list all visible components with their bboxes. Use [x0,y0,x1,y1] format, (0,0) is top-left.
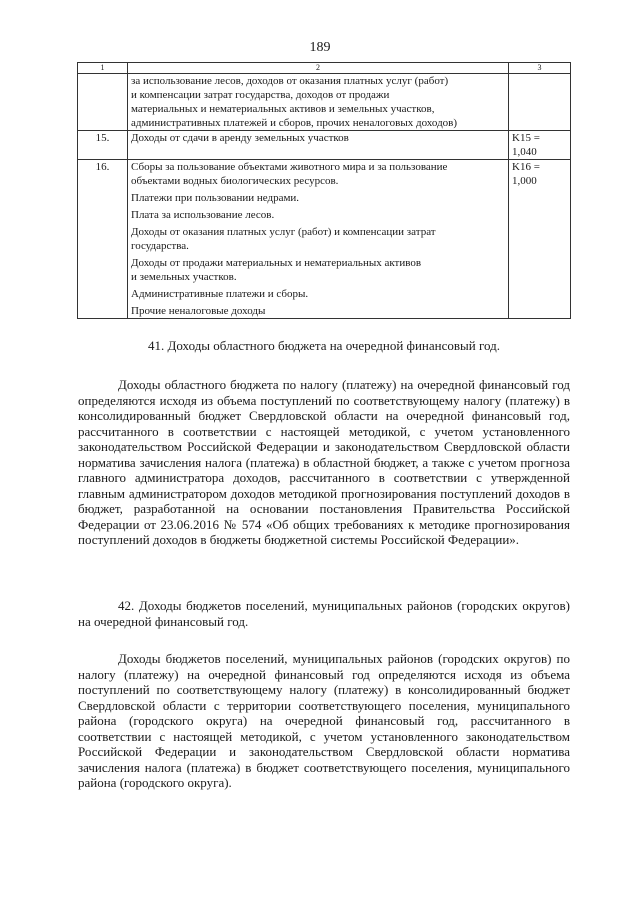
description-line: объектами водных биологических ресурсов. [131,175,339,187]
row-description [128,74,509,131]
description-paragraph [131,287,505,301]
section-42 [78,598,570,629]
section-41-body [78,377,570,548]
table-row [78,131,571,160]
description-line: Доходы от продажи материальных и нематериальных активов [131,257,422,269]
description-paragraph [131,225,505,253]
description-line: и компенсации затрат государства, доходов от продажи [131,89,390,101]
description-line: материальных и нематериальных активов и земельных участков, [131,103,435,115]
description-line: Сборы за пользование объектами животного мира и за пользование [131,161,448,173]
description-line: и земельных участков. [131,271,237,283]
description-line: Административные платежи и сборы. [131,288,309,300]
description-paragraph [131,304,505,318]
section-42-heading: 42. Доходы бюджетов поселений, муниципальных районов (городских округов) на очередной финансовый год. [78,598,570,629]
section-42-paragraph: Доходы бюджетов поселений, муниципальных районов (городских округов) по налогу (платежу) на очередной финансовый год определяются исходя из объема поступлений по соответствующему налогу (платежу) в консолидированный бюджет Свердловской области с территории соответствующего поселения, муниципального района (городского округа) на очередной финансовый год, рассчитанного в соответствии с настоящей методикой, с учетом установленного законодательством Российской Федерации и законодательством Свердловской области норматива зачисления налога (платежа) в бюджет соответствующего поселения, муниципального района (городского округа). [78,651,570,790]
row-coefficient: K16 = 1,000 [509,160,571,319]
description-line: административных платежей и сборов, прочих неналоговых доходов) [131,117,458,129]
column-number-1: 1 [78,63,128,74]
description-line: государства. [131,240,189,252]
description-paragraph [131,160,505,188]
description-line: Плата за использование лесов. [131,209,275,221]
section-41-paragraph: Доходы областного бюджета по налогу (платежу) на очередной финансовый год определяются исходя из объема поступлений по соответствующему налогу (платежу) в консолидированный бюджет Свердловской области на очередной финансовый год, рассчитанного в соответствии с настоящей методикой, с учетом установленного законодательством Российской Федерации и законодательством Свердловской области норматива зачисления налога (платежа) в областной бюджет, а также с учетом прогноза главного администратора доходов, рассчитанного в соответствии с утвержденной главным администратором доходов методикой прогнозирования поступлений доходов в бюджет, разработанной на основании постановления Правительства Российской Федерации от 23.06.2016 № 574 «Об общих требованиях к методике прогнозирования поступлений доходов в бюджеты бюджетной системы Российской Федерации». [78,377,570,547]
table-row [78,74,571,131]
row-number: 15. [78,131,128,160]
row-number: 16. [78,160,128,319]
row-coefficient: K15 = 1,040 [509,131,571,160]
section-41 [78,338,570,354]
column-number-2: 2 [128,63,509,74]
row-coefficient [509,74,571,131]
coefficients-table [77,62,571,319]
table-column-numbers-row [78,63,571,74]
row-description [128,160,509,319]
row-number [78,74,128,131]
page-number: 189 [309,40,331,55]
description-line: Доходы от сдачи в аренду земельных участков [131,132,349,144]
description-paragraph [131,208,505,222]
description-line: Прочие неналоговые доходы [131,305,266,317]
description-line: за использование лесов, доходов от оказания платных услуг (работ) [131,75,449,87]
description-paragraph [131,191,505,205]
description-line: Доходы от оказания платных услуг (работ) и компенсации затрат [131,226,436,238]
description-paragraph [131,256,505,284]
section-42-body [78,651,570,791]
table-row [78,160,571,319]
section-41-heading: 41. Доходы областного бюджета на очередной финансовый год. [148,338,500,353]
column-number-3: 3 [509,63,571,74]
row-description [128,131,509,160]
description-line: Платежи при пользовании недрами. [131,192,300,204]
